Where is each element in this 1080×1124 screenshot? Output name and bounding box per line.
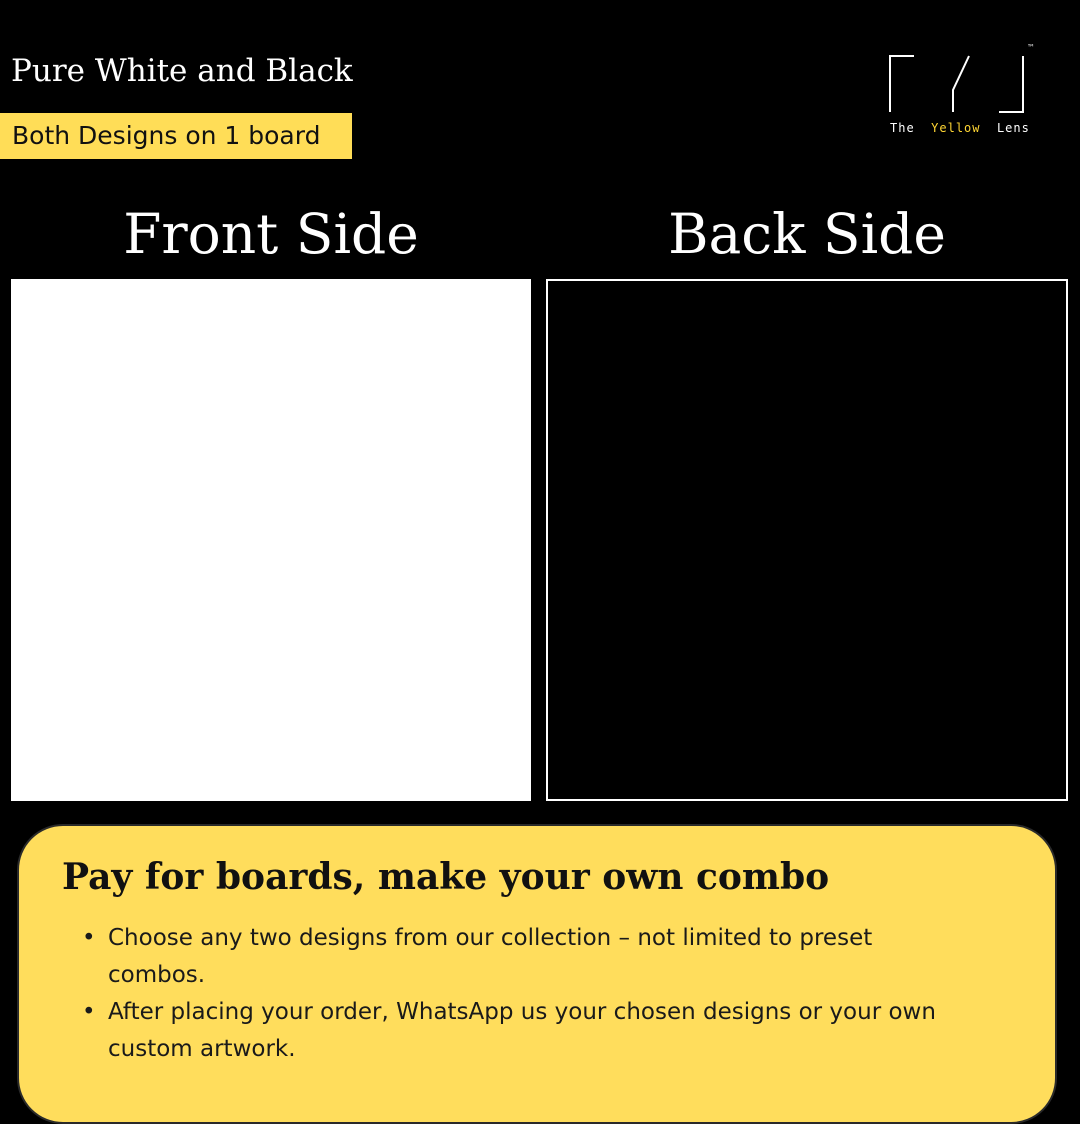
info-card <box>17 824 1057 1124</box>
logo-wordmark <box>890 121 1030 135</box>
back-side-label: Back Side <box>668 202 946 266</box>
front-side-label: Front Side <box>123 202 419 266</box>
list-item <box>62 994 962 1068</box>
info-heading: Pay for boards, make your own combo <box>62 856 830 898</box>
info-bullet-list <box>62 920 962 1068</box>
page-title: Pure White and Black <box>11 53 353 89</box>
bullet-icon: • <box>82 999 96 1025</box>
back-side-swatch <box>546 279 1068 801</box>
designs-badge: Both Designs on 1 board <box>0 113 352 159</box>
brand-logo <box>880 40 1050 140</box>
logo-word-yellow: Yellow <box>931 121 981 135</box>
front-side-swatch <box>11 279 531 801</box>
trademark-symbol: ™ <box>1027 43 1035 52</box>
logo-word-the: The <box>890 121 915 135</box>
logo-word-lens: Lens <box>996 121 1030 135</box>
bullet-text: Choose any two designs from our collection – not limited to preset combos. <box>108 925 873 988</box>
bullet-icon: • <box>82 925 96 951</box>
bullet-text: After placing your order, WhatsApp us your chosen designs or your own custom artwork. <box>108 999 936 1062</box>
list-item <box>62 920 962 994</box>
